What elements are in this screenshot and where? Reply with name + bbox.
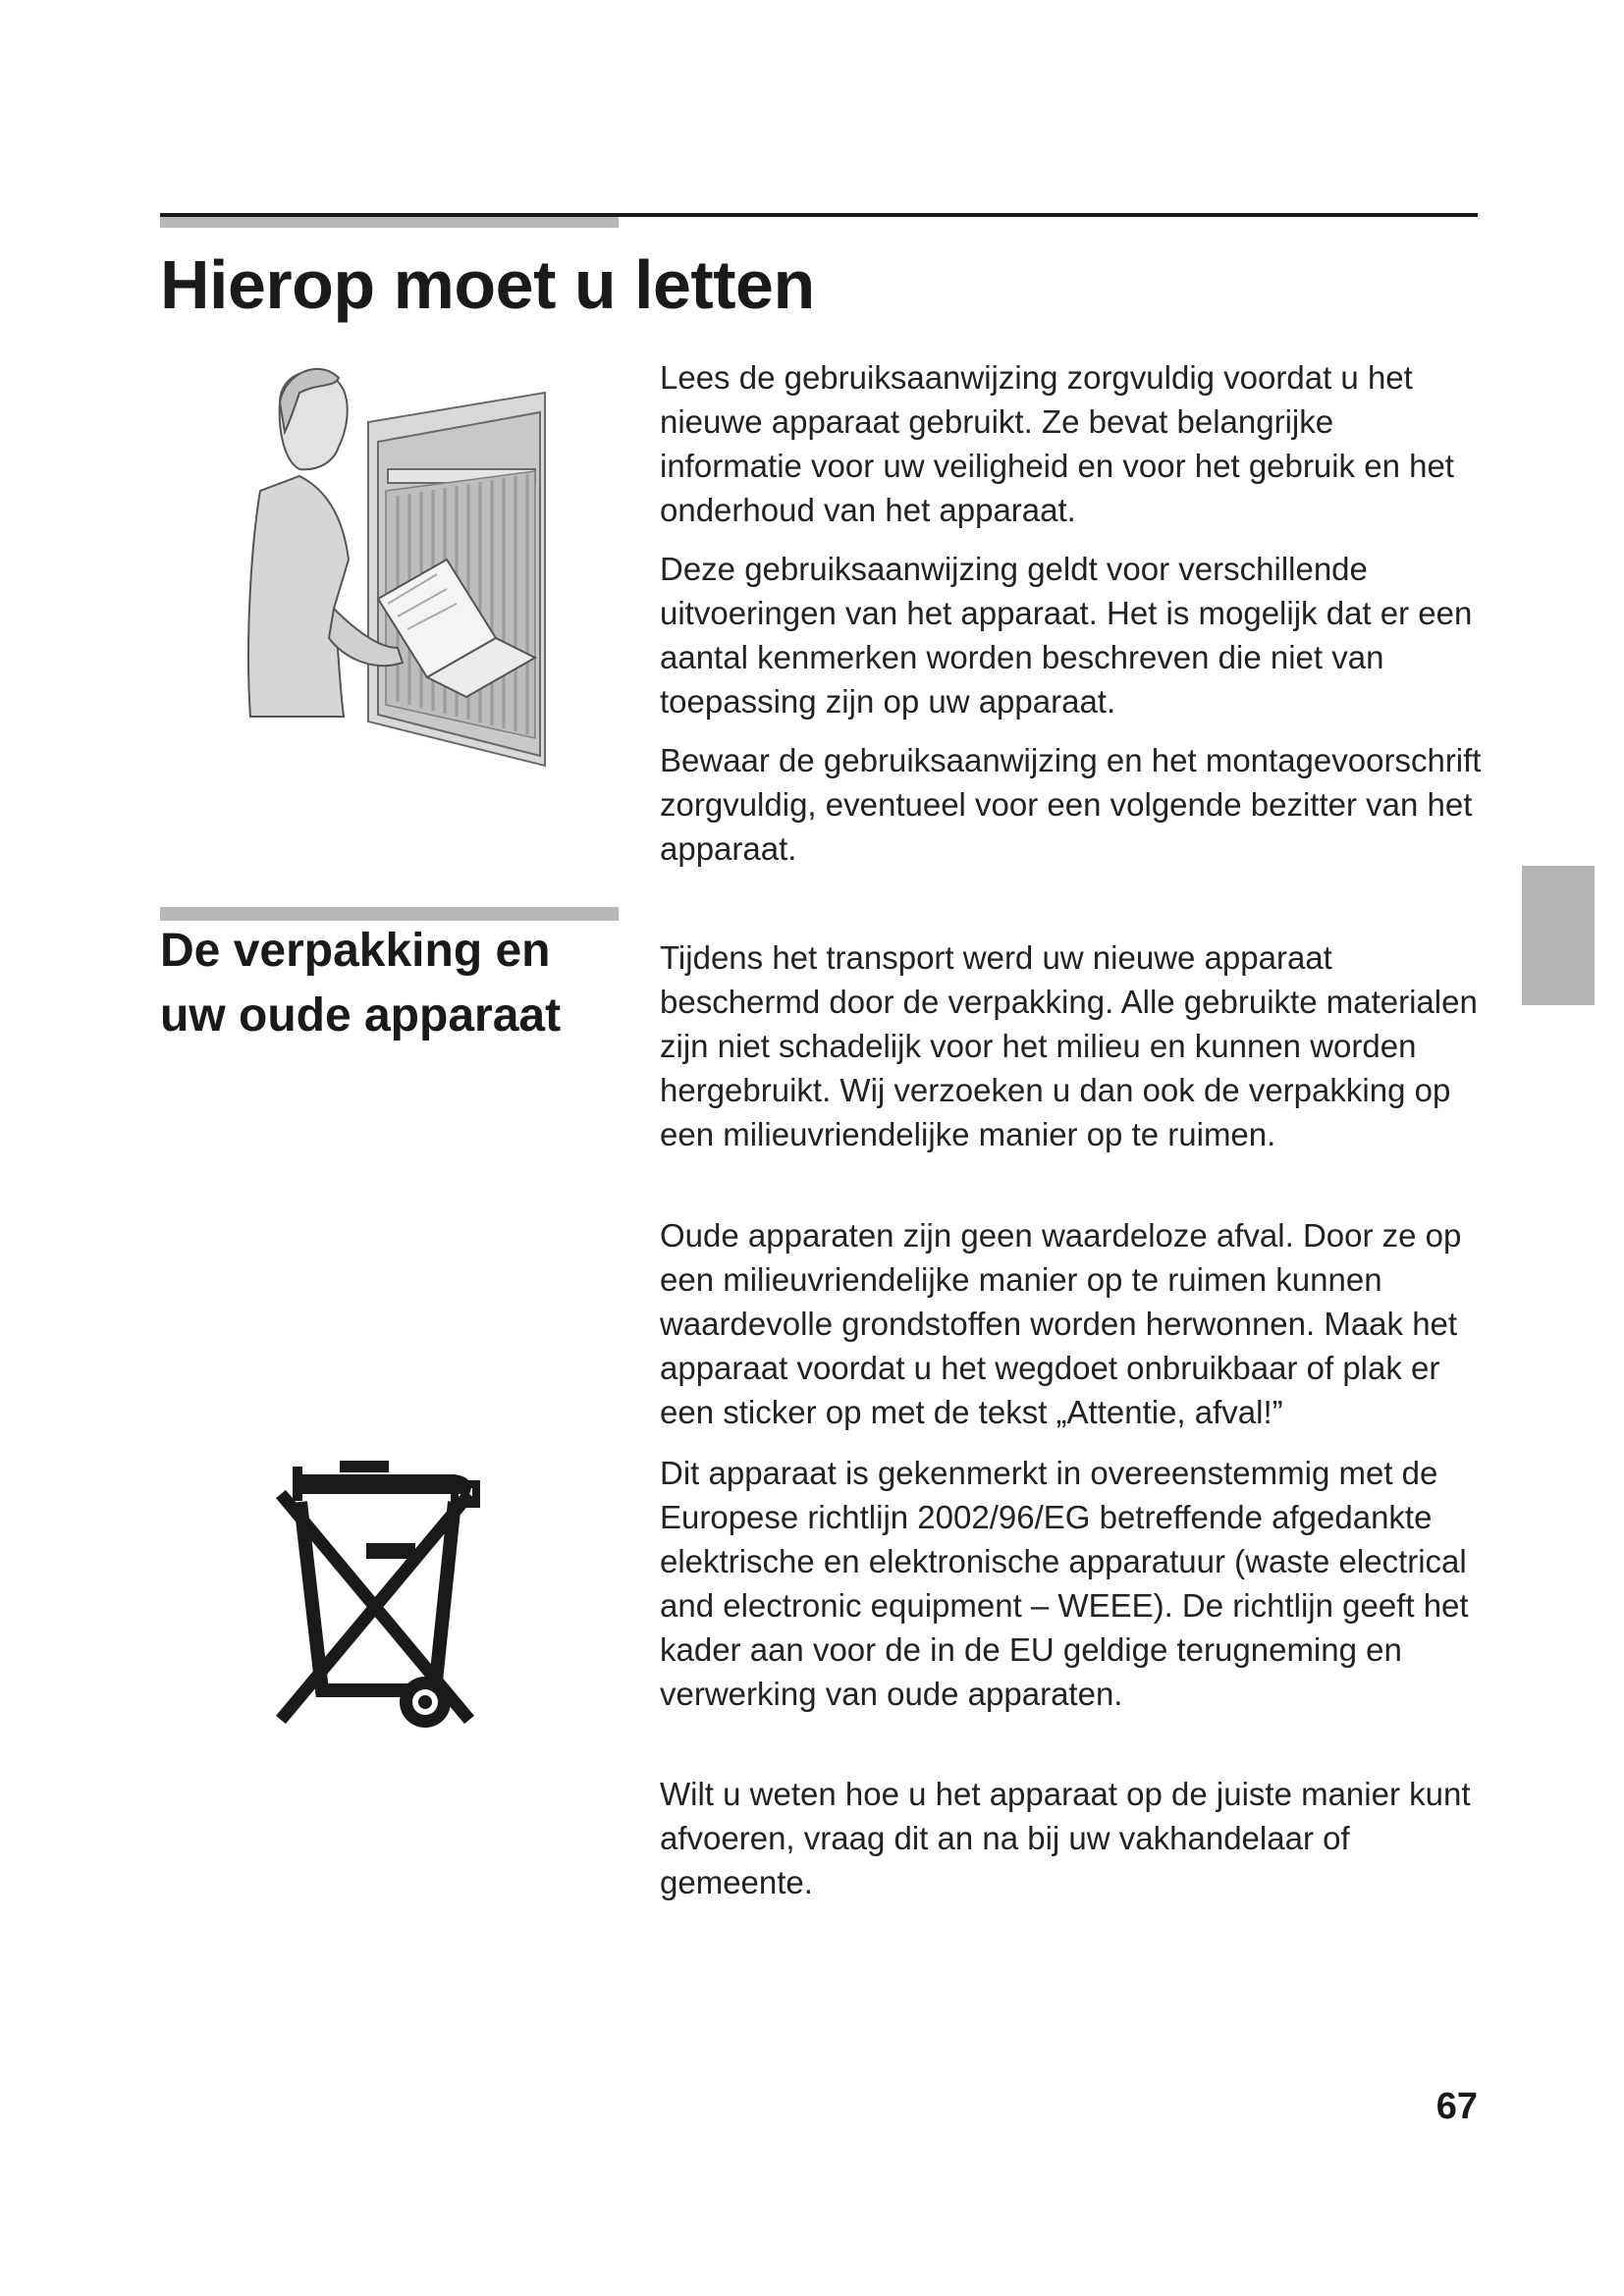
page-title: Hierop moet u letten [160, 246, 815, 323]
paragraph: Deze gebruiksaanwijzing geldt voor verschillende uitvoeringen van het apparaat. Het is mogelijk dat er een aantal kenmerken worden beschreven die niet van toepassing zijn op uw apparaat. [660, 551, 1473, 720]
person-reading-manual-at-oven-illustration [241, 353, 555, 775]
crossed-out-wheelie-bin-icon [273, 1455, 489, 1744]
page-number: 67 [1435, 2086, 1478, 2127]
paragraph: Dit apparaat is gekenmerkt in overeenstemmig met de Europese richtlijn 2002/96/EG betreffende afgedankte elektrische en elektronische apparatuur (waste electrical and electronic equipment – WEEE). De richtlijn geeft het kader aan voor de in de EU geldige terugneming en verwerking van oude apparaten. [660, 1455, 1469, 1712]
chapter-tab-marker [1522, 866, 1595, 1005]
section-rule [160, 213, 1478, 217]
paragraph: Bewaar de gebruiksaanwijzing en het montagevoorschrift zorgvuldig, eventueel voor een volgende bezitter van het apparaat. [660, 742, 1482, 867]
paragraph: Tijdens het transport werd uw nieuwe apparaat beschermd door de verpakking. Alle gebruikte materialen zijn niet schadelijk voor het milieu en kunnen worden hergebruikt. Wij verzoeken u dan ook de verpakking op een milieuvriendelijke manier op te ruimen. [660, 939, 1478, 1152]
paragraph: Lees de gebruiksaanwijzing zorgvuldig voordat u het nieuwe apparaat gebruikt. Ze bevat belangrijke informatie voor uw veiligheid en voor het gebruik en het onderhoud van het apparaat. [660, 359, 1454, 528]
paragraph: Wilt u weten hoe u het apparaat op de juiste manier kunt afvoeren, vraag dit an na bij uw vakhandelaar of gemeente. [660, 1776, 1471, 1900]
paragraph: Oude apparaten zijn geen waardeloze afval. Door ze op een milieuvriendelijke manier op te ruimen kunnen waardevolle grondstoffen worden herwonnen. Maak het apparaat voordat u het wegdoet onbruikbaar of plak er een sticker op met de tekst „Attentie, afval!” [660, 1217, 1462, 1430]
section-heading: De verpakking en uw oude apparaat [160, 925, 562, 1041]
